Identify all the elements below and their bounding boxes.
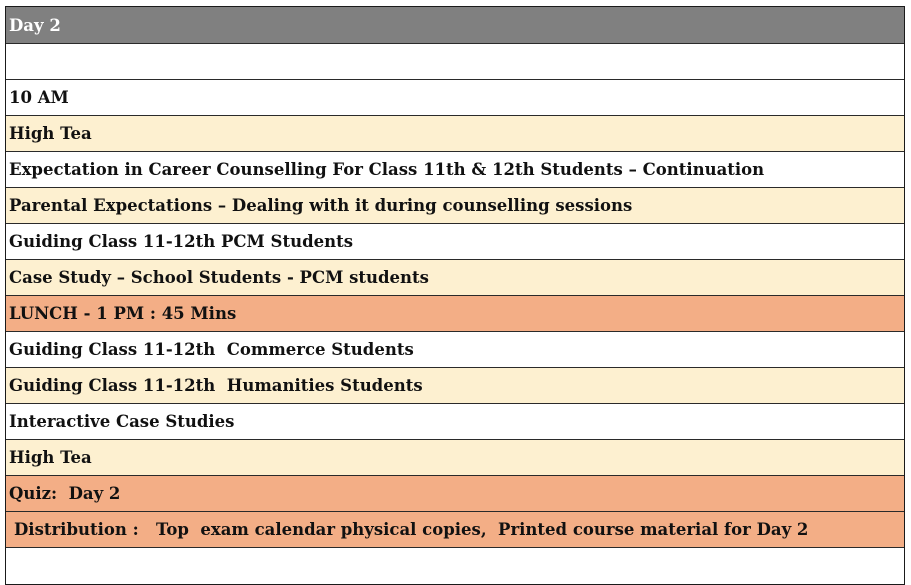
session-row bbox=[6, 188, 904, 224]
session-title: Interactive Case Studies bbox=[9, 412, 235, 431]
high-tea-row bbox=[6, 440, 904, 476]
session-row bbox=[6, 404, 904, 440]
session-row bbox=[6, 152, 904, 188]
session-row bbox=[6, 224, 904, 260]
start-time: 10 AM bbox=[9, 88, 69, 107]
session-title: High Tea bbox=[9, 448, 92, 467]
session-row bbox=[6, 260, 904, 296]
quiz-row bbox=[6, 476, 904, 512]
day-header bbox=[6, 7, 904, 44]
session-row bbox=[6, 368, 904, 404]
session-title: High Tea bbox=[9, 124, 92, 143]
time-row bbox=[6, 80, 904, 116]
high-tea-row bbox=[6, 116, 904, 152]
day-title: Day 2 bbox=[9, 15, 61, 35]
session-title: Guiding Class 11-12th PCM Students bbox=[9, 232, 354, 251]
session-row bbox=[6, 332, 904, 368]
distribution-label: Distribution : Top exam calendar physical copies, Printed course material for Day 2 bbox=[14, 520, 809, 539]
distribution-row bbox=[6, 512, 904, 548]
session-title: Guiding Class 11-12th Commerce Students bbox=[9, 340, 414, 359]
lunch-row bbox=[6, 296, 904, 332]
session-title: Guiding Class 11-12th Humanities Students bbox=[9, 376, 423, 395]
schedule-table bbox=[5, 6, 905, 585]
blank-row bbox=[6, 44, 904, 80]
session-title: Parental Expectations – Dealing with it during counselling sessions bbox=[9, 196, 633, 215]
session-title: Expectation in Career Counselling For Class 11th & 12th Students – Continuation bbox=[9, 160, 765, 179]
blank-row bbox=[6, 548, 904, 584]
quiz-label: Quiz: Day 2 bbox=[9, 484, 121, 503]
lunch-label: LUNCH - 1 PM : 45 Mins bbox=[9, 304, 237, 323]
session-title: Case Study – School Students - PCM students bbox=[9, 268, 429, 287]
